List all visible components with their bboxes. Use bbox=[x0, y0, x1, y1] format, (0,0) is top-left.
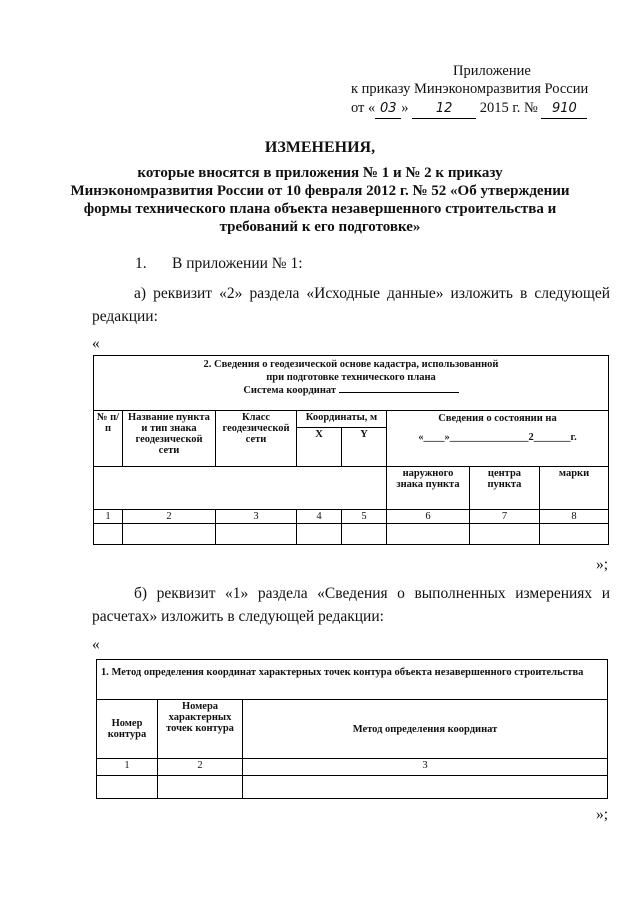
doc-title: ИЗМЕНЕНИЯ, bbox=[264, 139, 376, 156]
num-cell: 3 bbox=[216, 510, 297, 524]
coord-system-label: Система координат bbox=[243, 385, 337, 396]
col-outer: наружного знака пункта bbox=[387, 467, 470, 510]
subtitle-line: которые вносятся в приложения № 1 и № 2 к приказу bbox=[137, 165, 503, 181]
state-label: Сведения о состоянии на bbox=[438, 413, 557, 424]
num-cell: 8 bbox=[540, 510, 609, 524]
empty-cell[interactable] bbox=[342, 524, 387, 545]
para-a-line2: редакции: bbox=[92, 308, 158, 325]
empty-cell[interactable] bbox=[387, 524, 470, 545]
empty-cell[interactable] bbox=[216, 524, 297, 545]
table-row bbox=[97, 776, 608, 799]
quote-close: »; bbox=[596, 806, 609, 823]
para-b-line2: расчетах» изложить в следующей редакции: bbox=[92, 608, 384, 625]
empty-cell[interactable] bbox=[97, 776, 158, 799]
table-row bbox=[94, 510, 609, 524]
num-cell: 2 bbox=[158, 759, 243, 776]
subtitle-line: требований к его подготовке» bbox=[219, 219, 421, 235]
subtitle-line: Минэкономразвития России от 10 февраля 2012 г. № 52 «Об утверждении bbox=[70, 183, 570, 199]
spacer-cell bbox=[94, 467, 387, 510]
order-date-line bbox=[351, 99, 587, 119]
table-heading bbox=[94, 356, 609, 411]
num-cell: 4 bbox=[297, 510, 342, 524]
state-date[interactable]: «____»_______________2_______г. bbox=[418, 432, 577, 443]
empty-cell[interactable] bbox=[158, 776, 243, 799]
col-method: Метод определения координат bbox=[243, 700, 608, 759]
date-prefix: от « bbox=[351, 100, 376, 116]
geodetic-table bbox=[93, 355, 609, 545]
item-number: 1. bbox=[135, 255, 147, 272]
doc-subtitle bbox=[60, 164, 580, 236]
col-mark: марки bbox=[540, 467, 609, 510]
date-month: 12 bbox=[412, 100, 476, 119]
table-heading: 1. Метод определения координат характерных точек контура объекта незавершенного строительства bbox=[97, 660, 608, 700]
date-year: 2015 г. № bbox=[479, 100, 538, 116]
heading-line: 2. Сведения о геодезической основе кадастра, использованной bbox=[203, 359, 499, 370]
coord-system-blank[interactable] bbox=[339, 392, 459, 393]
col-num: № п/п bbox=[94, 411, 123, 467]
para-a-line1: а) реквизит «2» раздела «Исходные данные» изложить в следующей bbox=[134, 285, 610, 302]
table-row bbox=[94, 524, 609, 545]
col-points: Номера характерных точек контура bbox=[158, 700, 243, 759]
appendix-label: Приложение bbox=[453, 63, 531, 79]
empty-cell[interactable] bbox=[123, 524, 216, 545]
num-cell: 2 bbox=[123, 510, 216, 524]
table-row bbox=[94, 356, 609, 411]
num-cell: 3 bbox=[243, 759, 608, 776]
col-x: X bbox=[297, 428, 342, 467]
table-row bbox=[94, 467, 609, 510]
table-row bbox=[97, 700, 608, 759]
table-row bbox=[97, 660, 608, 700]
empty-cell[interactable] bbox=[243, 776, 608, 799]
quote-close: »; bbox=[596, 556, 609, 573]
num-cell: 1 bbox=[94, 510, 123, 524]
subtitle-line: формы технического плана объекта незавершенного строительства и bbox=[83, 201, 557, 217]
quote-open: « bbox=[92, 636, 100, 653]
order-reference: к приказу Минэкономразвития России bbox=[351, 81, 589, 97]
heading-line: при подготовке технического плана bbox=[266, 372, 436, 383]
num-cell: 7 bbox=[469, 510, 539, 524]
order-number: 910 bbox=[541, 100, 587, 119]
col-contour: Номер контура bbox=[97, 700, 158, 759]
col-class: Класс геодезической сети bbox=[216, 411, 297, 467]
empty-cell[interactable] bbox=[540, 524, 609, 545]
para-b-line1: б) реквизит «1» раздела «Сведения о выполненных измерениях и bbox=[134, 585, 610, 602]
quote-open: « bbox=[92, 335, 100, 352]
num-cell: 6 bbox=[387, 510, 470, 524]
empty-cell[interactable] bbox=[94, 524, 123, 545]
method-table bbox=[96, 659, 608, 799]
table-row bbox=[97, 759, 608, 776]
col-coords: Координаты, м bbox=[297, 411, 387, 428]
col-y: Y bbox=[342, 428, 387, 467]
empty-cell[interactable] bbox=[469, 524, 539, 545]
col-name: Название пункта и тип знака геодезической сети bbox=[123, 411, 216, 467]
num-cell: 5 bbox=[342, 510, 387, 524]
empty-cell[interactable] bbox=[297, 524, 342, 545]
date-mid: » bbox=[401, 100, 409, 116]
num-cell: 1 bbox=[97, 759, 158, 776]
col-state bbox=[387, 411, 609, 467]
col-center: центра пункта bbox=[469, 467, 539, 510]
heading-line bbox=[94, 384, 608, 397]
date-day: 03 bbox=[375, 100, 401, 119]
table-row bbox=[94, 411, 609, 428]
item-text: В приложении № 1: bbox=[172, 255, 303, 272]
